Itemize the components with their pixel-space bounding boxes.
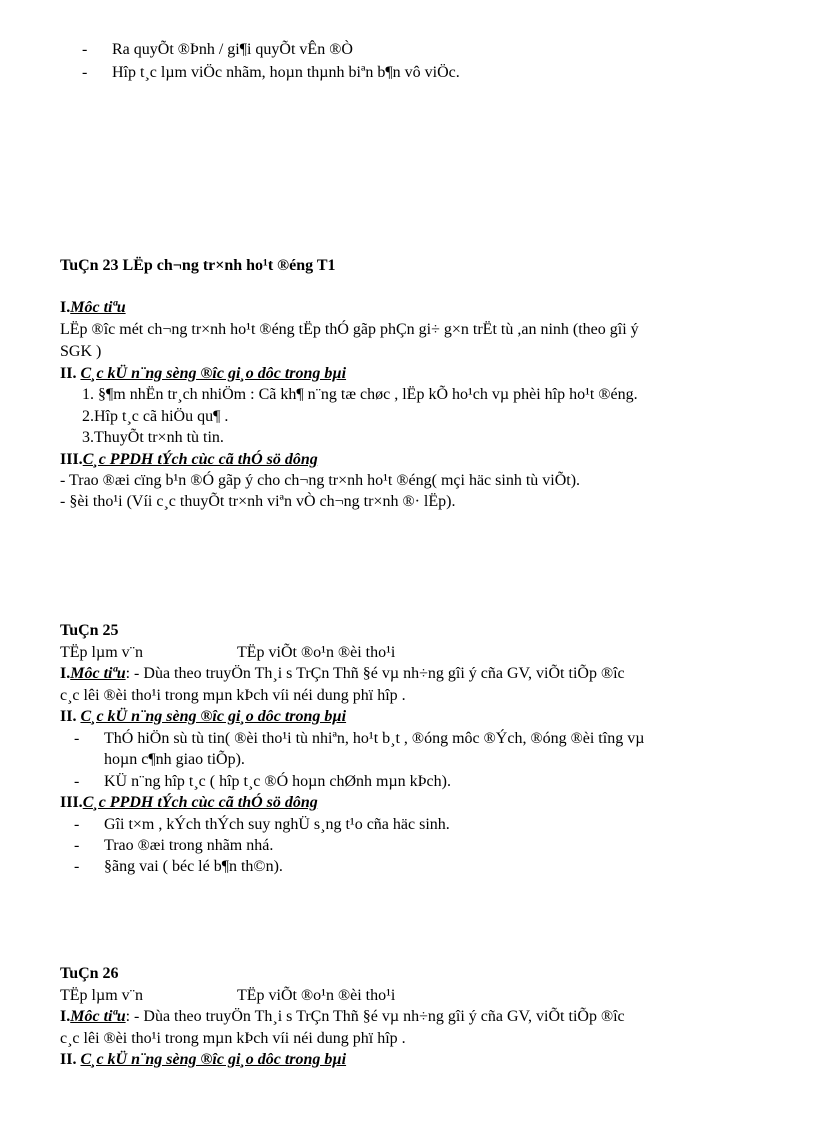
section-title-week25: TuÇn 25 — [60, 622, 119, 639]
bullet-mark: - — [74, 816, 80, 833]
method-item: - §ãng vai ( béc lé b¶n th©n). — [74, 858, 283, 875]
skill-item: 3.ThuyÕt tr×nh tù tin. — [82, 429, 224, 446]
skills-heading: II. C¸c kÜ n¨ng sèng ®îc gi¸o dôc trong bµi — [60, 365, 347, 382]
lesson-title: TËp viÕt ®o¹n ®èi tho¹i — [237, 987, 396, 1004]
bullet-mark: - — [82, 41, 88, 58]
skill-item: - ThÓ hiÖn sù tù tin( ®èi tho¹i tù nhiªn, ho¹t b¸t , ®óng môc ®Ých, ®óng ®èi tîng vµ — [74, 730, 645, 747]
objective-line: I.Môc tiªu: - Dùa theo truyÖn Th¸i s TrÇn Thñ §é vµ nh÷ng gîi ý cña GV, viÕt tiÕp ®îc — [60, 665, 625, 682]
skills-heading: II. C¸c kÜ n¨ng sèng ®îc gi¸o dôc trong bµi — [60, 1051, 347, 1068]
section-title-week23: TuÇn 23 LËp ch¬ng tr×nh ho¹t ®éng T1 — [60, 257, 336, 274]
method-item: - Trao ®æi cïng b¹n ®Ó gãp ý cho ch¬ng tr×nh ho¹t ®éng( mçi häc sinh tù viÕt). — [60, 472, 581, 489]
skill-item: 1. §¶m nhËn tr¸ch nhiÖm : Cã kh¶ n¨ng tæ chøc , lËp kÕ ho¹ch vµ phèi hîp ho¹t ®éng. — [82, 386, 638, 403]
lesson-title: TËp viÕt ®o¹n ®èi tho¹i — [237, 644, 396, 661]
subject-label: TËp lµm v¨n — [60, 987, 143, 1004]
skill-item: 2.Hîp t¸c cã hiÖu qu¶ . — [82, 408, 229, 425]
bullet-mark: - — [82, 64, 88, 81]
objective-text: LËp ®îc mét ch¬ng tr×nh ho¹t ®éng tËp thÓ gãp phÇn gi÷ g×n trËt tù ,an ninh (theo gîi ý — [60, 321, 639, 338]
objective-text: SGK ) — [60, 343, 102, 360]
subject-label: TËp lµm v¨n — [60, 644, 143, 661]
method-item: - Trao ®æi trong nhãm nhá. — [74, 837, 274, 854]
methods-heading: III.C¸c PPDH tÝch cùc cã thÓ sö dông — [60, 451, 318, 468]
objective-text: c¸c lêi ®èi tho¹i trong mµn kÞch víi néi dung phï hîp . — [60, 1030, 406, 1047]
methods-heading: III.C¸c PPDH tÝch cùc cã thÓ sö dông — [60, 794, 318, 811]
objective-text: c¸c lêi ®èi tho¹i trong mµn kÞch víi néi dung phï hîp . — [60, 687, 406, 704]
bullet-mark: - — [74, 730, 80, 747]
bullet-item — [82, 63, 460, 83]
method-item: - Gîi t×m , kÝch thÝch suy nghÜ s¸ng t¹o cña häc sinh. — [74, 816, 450, 833]
skill-item: - KÜ n¨ng hîp t¸c ( hîp t¸c ®Ó hoµn chØnh mµn kÞch). — [74, 773, 451, 790]
objective-heading: I.Môc tiªu — [60, 299, 126, 316]
bullet-text: Ra quyÕt ®Þnh / gi¶i quyÕt vÊn ®Ò — [112, 41, 353, 58]
objective-line: I.Môc tiªu: - Dùa theo truyÖn Th¸i s TrÇn Thñ §é vµ nh÷ng gîi ý cña GV, viÕt tiÕp ®îc — [60, 1008, 625, 1025]
skill-item-continuation: hoµn c¶nh giao tiÕp). — [104, 751, 245, 768]
method-item: - §èi tho¹i (Víi c¸c thuyÕt tr×nh viªn vÒ ch¬ng tr×nh ®· lËp). — [60, 493, 456, 510]
bullet-mark: - — [74, 858, 80, 875]
bullet-item — [82, 40, 353, 60]
bullet-mark: - — [74, 837, 80, 854]
bullet-text: Hîp t¸c lµm viÖc nhãm, hoµn thµnh biªn b¶n vô viÖc. — [112, 64, 460, 81]
skills-heading: II. C¸c kÜ n¨ng sèng ®îc gi¸o dôc trong bµi — [60, 708, 347, 725]
section-title-week26: TuÇn 26 — [60, 965, 119, 982]
bullet-mark: - — [74, 773, 80, 790]
